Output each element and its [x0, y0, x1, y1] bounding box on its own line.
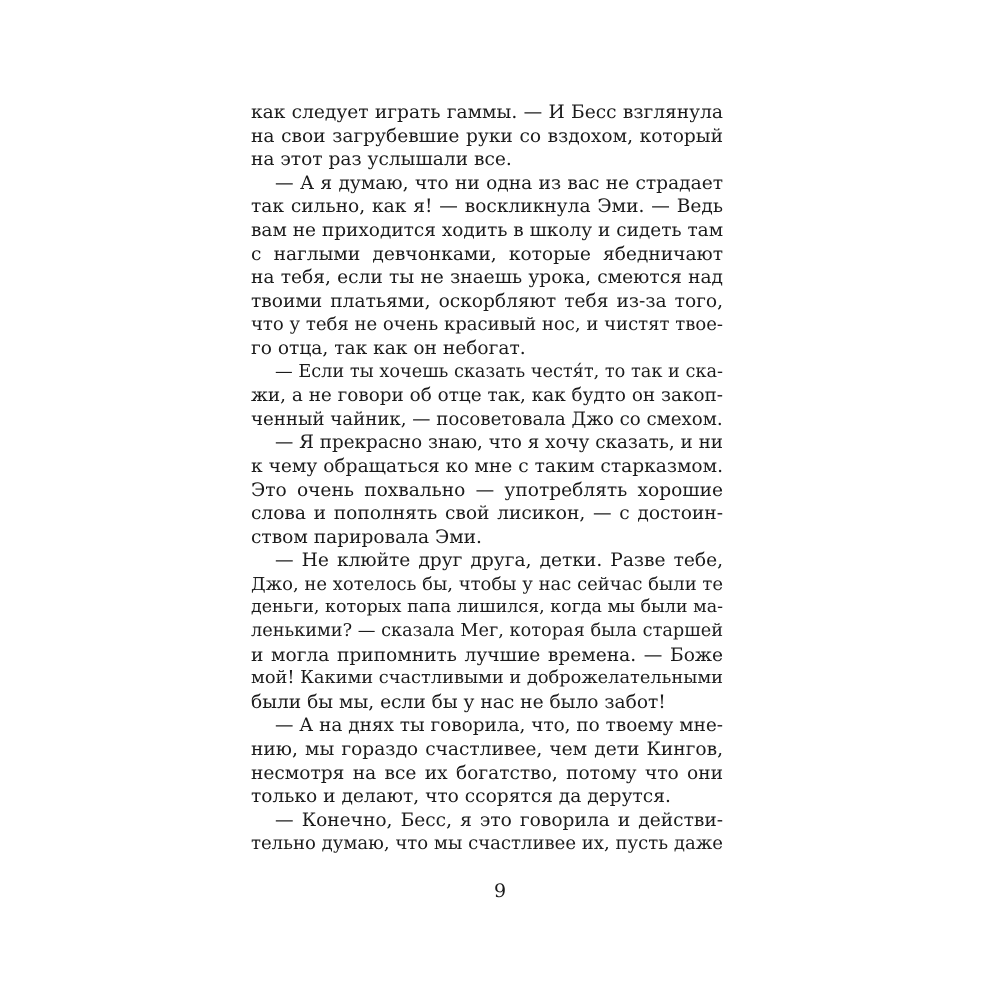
text-line: ством парировала Эми.: [251, 526, 482, 548]
text-line: — Если ты хочешь сказать честя́т, то так и ска-: [275, 361, 723, 382]
text-line: мой! Какими счастливыми и доброжелательными: [251, 668, 723, 689]
page-number: 9: [493, 880, 507, 902]
text-line: Джо, не хотелось бы, чтобы у нас сейчас были те: [251, 573, 723, 595]
text-line: — Конечно, Бесс, я это говорила и действи-: [275, 809, 723, 831]
text-line: и могла припомнить лучшие времена. — Боже: [251, 644, 723, 666]
text-line: го отца, так как он небогат.: [251, 337, 526, 359]
text-line: жи, а не говори об отце так, как будто он закоп-: [251, 385, 723, 407]
text-line: на этот раз услышали все.: [251, 149, 512, 171]
text-line: нию, мы гораздо счастливее, чем дети Кингов,: [251, 739, 723, 761]
text-line: тельно думаю, что мы счастливее их, пусть даже: [251, 833, 723, 855]
text-line: ленькими? — сказала Мег, которая была старшей: [251, 621, 723, 642]
text-line: — Я прекрасно знаю, что я хочу сказать, и ни: [275, 432, 723, 454]
text-line: на тебя, если ты не знаешь урока, смеются над: [251, 267, 723, 289]
text-line: только и делают, что ссорятся да дерутся.: [251, 786, 671, 808]
text-line: к чему обращаться ко мне с таким старказмом.: [251, 455, 723, 477]
text-line: что у тебя не очень красивый нос, и чистят твое-: [251, 314, 723, 336]
text-line: — А на днях ты говорила, что, по твоему мне-: [275, 715, 723, 737]
text-line: на свои загрубевшие руки со вздохом, который: [251, 125, 723, 147]
text-line: несмотря на все их богатство, потому что они: [251, 762, 723, 784]
text-line: слова и пополнять свой лисикон, — с достоин-: [251, 503, 723, 525]
text-line: ченный чайник, — посоветовала Джо со смехом.: [251, 408, 723, 430]
text-line: твоими платьями, оскорбляют тебя из-за того,: [251, 290, 723, 312]
text-line: — А я думаю, что ни одна из вас не страдает: [275, 172, 723, 194]
text-line: с наглыми девчонками, которые ябедничают: [251, 243, 723, 265]
text-line: вам не приходится ходить в школу и сидеть там: [251, 219, 724, 241]
text-line: Это очень похвально — употреблять хорошие: [251, 479, 723, 501]
text-line: так сильно, как я! — воскликнула Эми. — Ведь: [251, 196, 723, 218]
text-line: были бы мы, если бы у нас не было забот!: [251, 691, 666, 713]
text-line: — Не клюйте друг друга, детки. Разве тебе,: [275, 550, 723, 572]
body-text: [251, 101, 723, 856]
text-line: деньги, которых папа лишился, когда мы были ма-: [251, 597, 723, 618]
text-line: как следует играть гаммы. — И Бесс взглянула: [251, 102, 723, 123]
